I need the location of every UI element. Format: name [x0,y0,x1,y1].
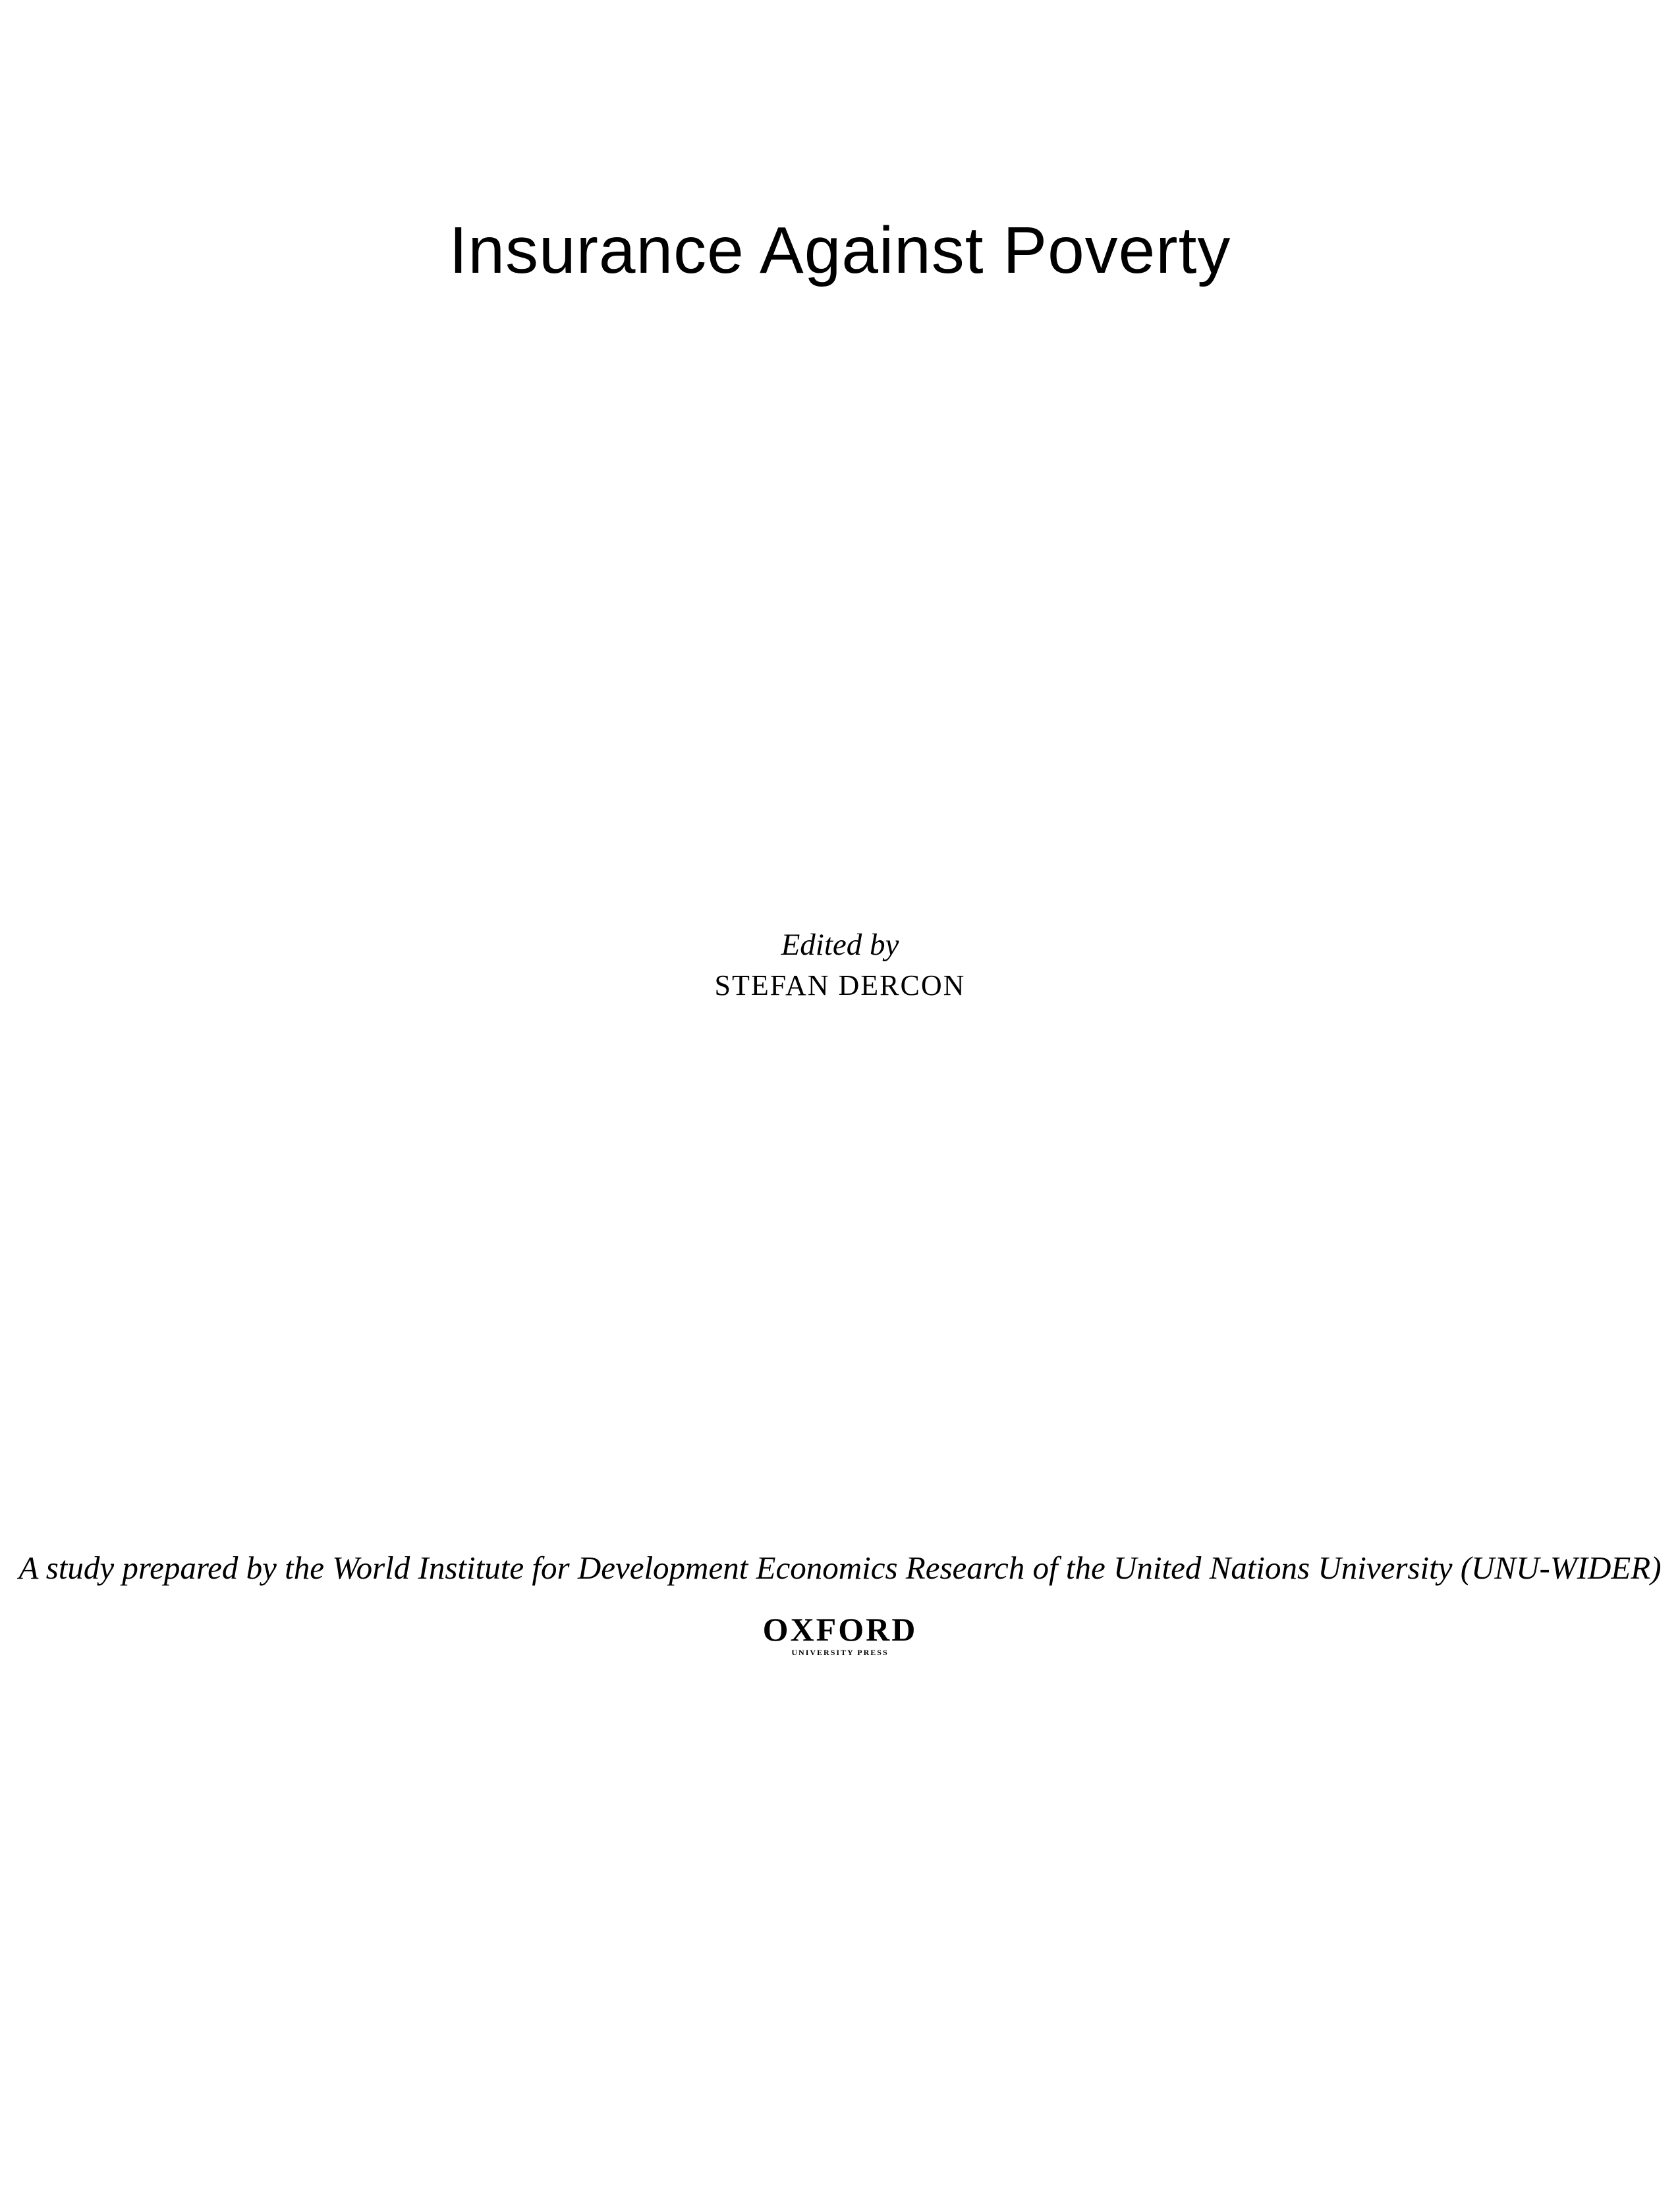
oxford-university-press-logo [0,1613,1680,1658]
editor-name: STEFAN DERCON [714,969,966,1001]
study-note: A study prepared by the World Institute for Development Economics Research of the United Nations University (UNU-WIDER) [18,1550,1662,1586]
editor-block [0,928,1680,1005]
book-title: Insurance Against Poverty [449,213,1231,287]
edited-by-label: Edited by [781,928,899,962]
logo-sub-text: UNIVERSITY PRESS [791,1648,889,1657]
logo-main-text: OXFORD [762,1611,918,1648]
